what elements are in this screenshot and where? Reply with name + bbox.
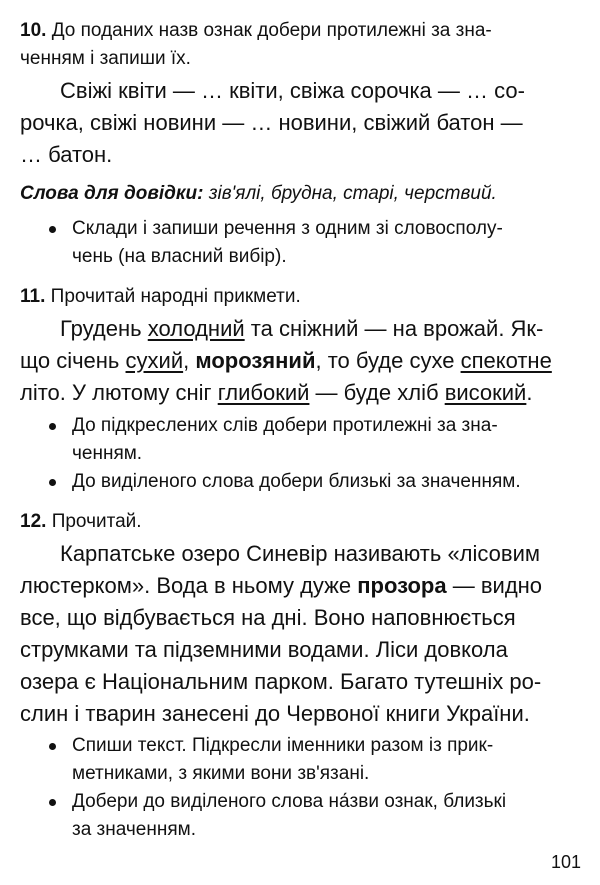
task-12-para-1: Карпатське озеро Синевір називають «лісовим [60,541,540,566]
task-11-text-1 [60,314,543,344]
underlined-word: глибокий [217,380,310,405]
task-10-hint [20,181,497,206]
task-12-bullet-1b: метниками, з якими вони зв'язані. [72,763,370,784]
bold-word: прозора [357,573,447,598]
underlined-word: сухий [125,348,184,373]
task-12-bullet-2b: за значенням. [72,819,196,840]
underlined-word: спекотне [460,348,552,373]
task-11-number: 11. [20,286,46,307]
bullet-dot [49,799,56,806]
word: — буде хліб [315,380,439,405]
task-12-para-2 [20,571,542,601]
underlined-word: холодний [147,316,245,341]
task-12-para-5: озера є Національним парком. Багато тутешніх ро- [20,669,542,694]
task-12-heading [20,509,142,534]
bullet-dot [49,479,56,486]
task-12-para-6: слин і тварин занесені до Червоної книги України. [20,701,530,726]
task-10-text-1: Свіжі квіти — … квіти, свіжа сорочка — … со- [60,78,525,103]
task-10-bullet-1: Склади і запиши речення з одним зі словосполу- [72,218,503,239]
task-10-bullet-1b: чень (на власний вибір). [72,246,287,267]
word: . [526,380,533,405]
bold-word: морозяний [195,348,316,373]
task-11-heading [20,284,301,309]
task-11-title: Прочитай народні прикмети. [50,286,301,307]
underlined-word: високий [444,380,527,405]
task-12-para-4: струмками та підземними водами. Ліси довкола [20,637,508,662]
hint-label: Слова для довідки: [20,183,204,204]
task-10-instruction-1: До поданих назв ознак добери протилежні за зна- [51,20,492,41]
page-number: 101 [550,852,581,872]
word: Грудень [60,316,142,341]
word: літо. У лютому сніг [20,380,212,405]
task-11-bullet-1b: ченням. [72,443,143,464]
task-11-text-3 [20,378,532,408]
text: люстерком». Вода в ньому дуже [20,573,352,598]
task-12-number: 12. [20,511,47,532]
hint-words: зів'ялі, брудна, старі, черствий. [208,183,497,204]
task-10-number: 10. [20,20,47,41]
task-10-line-2: ченням і запиши їх. [20,48,191,69]
bullet-dot [49,226,56,233]
task-12-bullet-1: Спиши текст. Підкресли іменники разом із прик- [72,735,494,756]
word: , то буде сухе [315,348,455,373]
word: та сніжний — на врожай. Як- [250,316,544,341]
task-12-para-3: все, що відбувається на дні. Воно наповнюється [20,605,516,630]
task-12-bullet-2: Добери до виділеного слова на́зви ознак, близькі [72,791,507,812]
bullet-dot [49,423,56,430]
task-10-text-3: … батон. [20,142,113,167]
text: — видно [452,573,543,598]
task-10-line-1 [20,18,492,43]
task-12-title: Прочитай. [51,511,142,532]
task-11-bullet-2: До виділеного слова добери близькі за значенням. [72,471,521,492]
word: що січень [20,348,120,373]
task-11-bullet-1: До підкреслених слів добери протилежні за зна- [72,415,498,436]
bullet-dot [49,743,56,750]
task-11-text-2: що січень сухий, морозяний, то буде сухе спекотне [20,348,552,373]
task-10-text-2: рочка, свіжі новини — … новини, свіжий батон — [20,110,523,135]
